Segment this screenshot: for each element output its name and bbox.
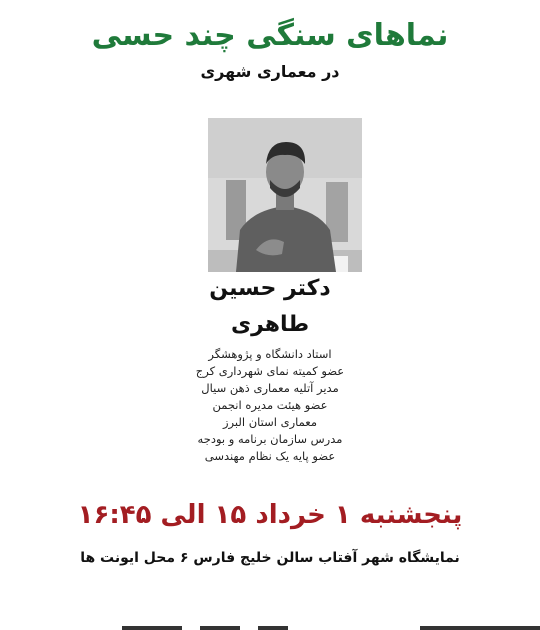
bio-line: استاد دانشگاه و پژوهشگر — [208, 347, 332, 361]
bio-line: عضو پایه یک نظام مهندسی — [204, 449, 336, 463]
bio-line: عضو کمیته نمای شهرداری کرج — [195, 364, 345, 378]
speaker-photo — [208, 118, 362, 272]
event-venue: نمایشگاه شهر آفتاب سالن خلیج فارس ۶ محل ایونت ها — [80, 550, 460, 566]
bio-line: معماری استان البرز — [222, 415, 318, 429]
speaker-name-last: طاهری — [230, 312, 310, 337]
bio-line: مدیر آتلیه معماری ذهن سیال — [201, 381, 339, 395]
bio-line: عضو هیئت مدیره انجمن — [212, 398, 328, 412]
bottom-decorative-rule — [0, 626, 540, 630]
poster-title: نماهای سنگی چند حسی — [91, 18, 449, 53]
poster-subtitle: در معماری شهری — [200, 62, 340, 81]
bio-line: مدرس سازمان برنامه و بودجه — [197, 432, 343, 446]
event-date-time: پنجشنبه ۱ خرداد ۱۵ الی ۱۶:۴۵ — [77, 500, 463, 530]
speaker-name-first: دکتر حسین — [209, 276, 331, 301]
speaker-bio — [0, 346, 540, 465]
speaker-portrait-image — [208, 118, 362, 272]
